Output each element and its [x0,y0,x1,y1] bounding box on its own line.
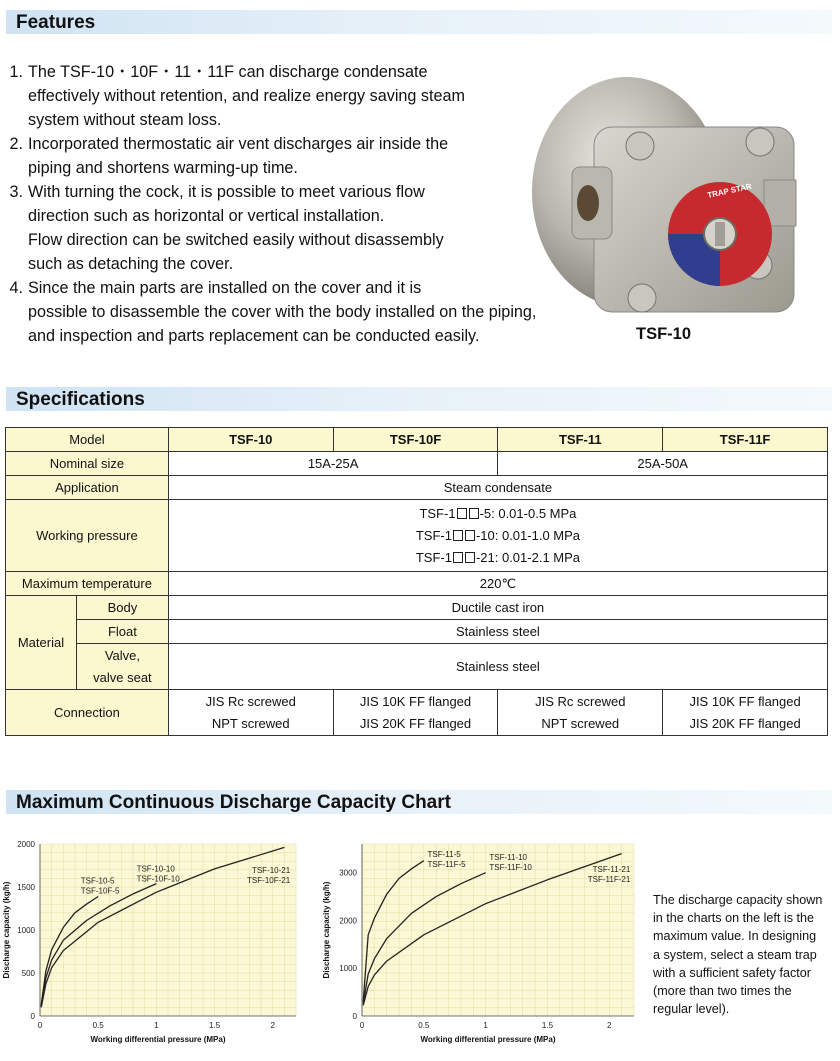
connection-line: NPT screwed [211,715,290,731]
feature-text [28,180,581,276]
x-tick-label: 0.5 [92,1021,104,1030]
bolt-icon [628,284,656,312]
y-axis-label: Discharge capacity (kg/h) [322,881,331,979]
x-tick-label: 2 [270,1021,275,1030]
connection-line: JIS Rc screwed [205,693,296,709]
working-pressure-values [168,500,827,572]
spec-row-material-body [6,596,828,620]
nominal-size-large: 25A-50A [498,452,828,476]
spec-row-working-pressure [6,500,828,572]
feature-line: With turning the cock, it is possible to meet various flow [28,183,425,201]
connection-line: JIS 10K FF flanged [359,693,472,709]
series-label: TSF-10-21 [251,866,291,876]
working-pressure-label: Working pressure [6,500,169,572]
pressure-suffix: -21: 0.01-2.1 MPa [475,549,581,565]
series-label: TSF-10F-5 [80,886,120,896]
placeholder-box-icon [469,508,479,519]
x-tick-label: 1.5 [208,1021,221,1030]
x-axis-label: Working differential pressure (MPa) [420,1035,556,1044]
y-tick-label: 2000 [17,840,35,849]
y-tick-label: 500 [21,969,35,978]
feature-number: 1. [9,63,23,81]
pressure-line [172,503,824,525]
feature-line: and inspection and parts replacement can be conducted easily. [28,327,480,345]
chart-note-line: regular level). [653,1002,730,1017]
inlet-hole [577,185,599,221]
material-label: Material [6,596,77,690]
x-tick-label: 1 [154,1021,159,1030]
feature-line: Flow direction can be switched easily without disassembly [28,231,444,249]
valve-label [76,644,168,690]
series-label: TSF-11F-21 [587,875,631,885]
spec-row-material-valve [6,644,828,690]
features-header [6,10,832,36]
chart-note [653,891,833,1018]
connection-line: NPT screwed [541,715,620,731]
chart-note-line: maximum value. In designing [653,929,817,944]
application-label: Application [6,476,169,500]
feature-line: Since the main parts are installed on the cover and it is [28,279,422,297]
capacity-title: Maximum Continuous Discharge Capacity Chart [16,792,451,813]
float-material-value: Stainless steel [168,620,827,644]
capacity-header [6,790,832,816]
series-label: TSF-11F-5 [427,859,466,869]
body-label: Body [76,596,168,620]
feature-number: 3. [9,183,23,201]
spec-table [5,427,828,736]
placeholder-box-icon [465,530,475,541]
spec-row-connection [6,690,828,736]
feature-text [28,276,581,348]
bolt-icon [746,128,774,156]
y-tick-label: 2000 [339,916,357,926]
connection-tsf-11f [663,690,828,736]
placeholder-box-icon [453,530,463,541]
y-axis-label: Discharge capacity (kg/h) [2,881,11,979]
y-tick-label: 1000 [339,964,357,974]
series-label: TSF-10F-21 [247,876,291,886]
pressure-prefix: TSF-1 [415,527,452,543]
y-tick-label: 3000 [339,868,357,878]
x-tick-label: 0.5 [418,1021,430,1030]
specs-title: Specifications [16,389,145,410]
valve-label-line: valve seat [93,669,152,685]
specs-header [6,387,832,413]
feature-item [6,180,581,276]
feature-item [6,276,581,348]
feature-item [6,132,581,180]
feature-line: piping and shortens warming-up time. [28,159,298,177]
y-tick-label: 0 [30,1012,35,1021]
application-value: Steam condensate [168,476,827,500]
valve-label-line: Valve, [104,647,140,663]
product-photo [532,72,798,322]
pressure-suffix: -5: 0.01-0.5 MPa [479,505,577,521]
x-tick-label: 0 [37,1021,43,1030]
nominal-size-small: 15A-25A [168,452,498,476]
features-title: Features [16,12,96,33]
series-label: TSF-11-21 [592,865,631,875]
series-label: TSF-11-10 [489,852,527,862]
series-label: TSF-11F-10 [489,862,532,872]
connection-label: Connection [6,690,169,736]
connection-tsf-10f [333,690,498,736]
body-material-value: Ductile cast iron [168,596,827,620]
connection-tsf-10 [168,690,333,736]
capacity-chart-tsf-10 [0,834,305,1056]
model-tsf-10f: TSF-10F [333,428,498,452]
y-tick-label: 0 [352,1012,357,1021]
valve-material-value: Stainless steel [168,644,827,690]
pressure-line [172,547,824,569]
series-label: TSF-11-5 [427,849,461,859]
cock-handle-icon [715,222,725,246]
x-tick-label: 2 [607,1021,612,1030]
series-label: TSF-10-10 [136,864,175,874]
connection-line: JIS 20K FF flanged [359,715,472,731]
connection-line: JIS Rc screwed [535,693,626,709]
feature-line: direction such as horizontal or vertical installation. [28,207,385,225]
spec-row-model [6,428,828,452]
feature-line: Incorporated thermostatic air vent discharges air inside the [28,135,449,153]
x-tick-label: 1 [483,1021,488,1030]
chart-note-line: The discharge capacity shown [653,893,823,907]
spec-row-nominal-size [6,452,828,476]
features-list [6,60,581,348]
pressure-prefix: TSF-1 [419,505,456,521]
model-tsf-10: TSF-10 [168,428,333,452]
series-label: TSF-10F-10 [136,874,180,884]
pressure-prefix: TSF-1 [415,549,452,565]
chart-note-line: (more than two times the [653,984,792,999]
float-label: Float [76,620,168,644]
chart-note-line: in the charts on the left is the [653,911,815,926]
feature-text [28,60,581,132]
feature-line: possible to disassemble the cover with the body installed on the piping, [28,303,537,321]
spec-row-material-float [6,620,828,644]
feature-line: such as detaching the cover. [28,255,234,273]
max-temp-label: Maximum temperature [6,572,169,596]
feature-text [28,132,581,180]
connection-tsf-11 [498,690,663,736]
spec-row-max-temp [6,572,828,596]
feature-number: 4. [9,279,23,297]
placeholder-box-icon [457,508,467,519]
feature-line: system without steam loss. [28,111,222,129]
nominal-size-label: Nominal size [6,452,169,476]
x-tick-label: 1.5 [541,1021,554,1030]
feature-line: effectively without retention, and realize energy saving steam [28,87,466,105]
feature-number: 2. [9,135,23,153]
spec-row-application [6,476,828,500]
max-temp-value: 220℃ [168,572,827,596]
placeholder-box-icon [465,552,475,563]
placeholder-box-icon [453,552,463,563]
pressure-line [172,525,824,547]
model-tsf-11: TSF-11 [498,428,663,452]
y-tick-label: 1500 [17,883,35,892]
capacity-chart-tsf-11 [318,834,640,1056]
model-tsf-11f: TSF-11F [663,428,828,452]
pressure-suffix: -10: 0.01-1.0 MPa [475,527,581,543]
x-axis-label: Working differential pressure (MPa) [90,1035,226,1044]
connection-line: JIS 20K FF flanged [689,715,801,731]
feature-line: The TSF-10・10F・11・11F can discharge condensate [28,63,428,81]
connection-line: JIS 10K FF flanged [689,693,801,709]
brand-text: TRAP STAR [706,181,753,200]
x-tick-label: 0 [359,1021,365,1030]
series-label: TSF-10-5 [80,876,115,886]
feature-item [6,60,581,132]
bolt-icon [626,132,654,160]
chart-note-line: a system, select a steam trap [653,947,817,962]
chart-note-line: with a sufficient safety factor [653,965,811,980]
product-caption: TSF-10 [636,325,692,343]
y-tick-label: 1000 [17,926,35,935]
model-label: Model [6,428,169,452]
